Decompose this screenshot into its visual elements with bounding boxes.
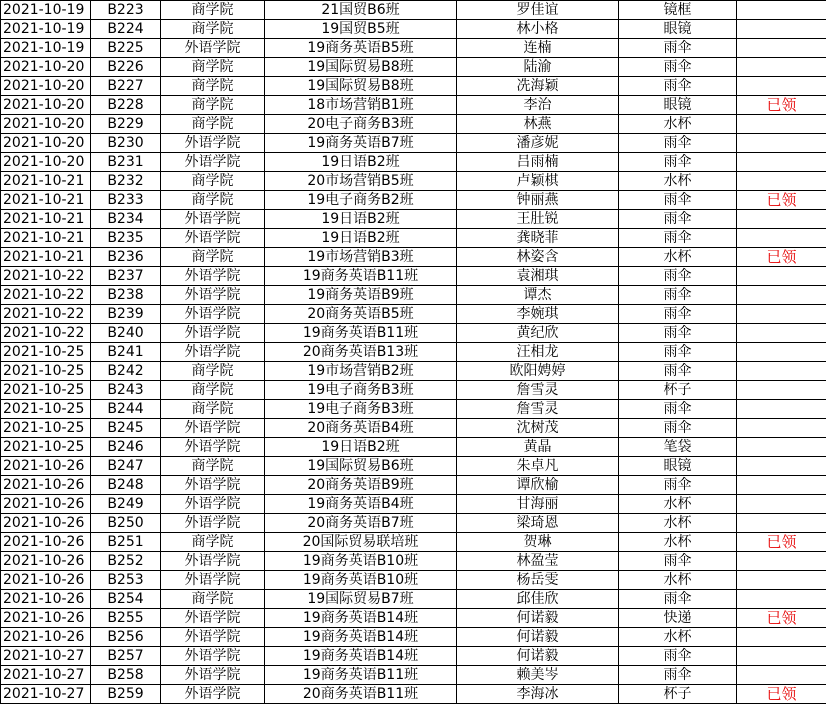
item-cell: 雨伞 <box>619 305 737 324</box>
code-cell: B225 <box>91 39 161 58</box>
class-cell: 19商务英语B10班 <box>265 552 457 571</box>
status-cell <box>737 267 826 286</box>
college-cell: 外语学院 <box>161 495 265 514</box>
name-cell: 黄纪欣 <box>457 324 619 343</box>
code-cell: B235 <box>91 229 161 248</box>
item-cell: 水杯 <box>619 172 737 191</box>
date-cell: 2021-10-20 <box>1 134 91 153</box>
table-row <box>1 267 826 286</box>
status-cell <box>737 400 826 419</box>
class-cell: 19国贸B5班 <box>265 20 457 39</box>
class-cell: 19商务英语B11班 <box>265 666 457 685</box>
code-cell: B224 <box>91 20 161 39</box>
code-cell: B232 <box>91 172 161 191</box>
item-cell: 雨伞 <box>619 590 737 609</box>
class-cell: 20商务英语B7班 <box>265 514 457 533</box>
table-row <box>1 153 826 172</box>
name-cell: 谭欣榆 <box>457 476 619 495</box>
status-cell <box>737 210 826 229</box>
date-cell: 2021-10-26 <box>1 514 91 533</box>
table-row <box>1 115 826 134</box>
item-cell: 雨伞 <box>619 191 737 210</box>
class-cell: 20市场营销B5班 <box>265 172 457 191</box>
name-cell: 李婉琪 <box>457 305 619 324</box>
college-cell: 外语学院 <box>161 514 265 533</box>
code-cell: B242 <box>91 362 161 381</box>
college-cell: 外语学院 <box>161 305 265 324</box>
code-cell: B259 <box>91 685 161 704</box>
date-cell: 2021-10-25 <box>1 400 91 419</box>
date-cell: 2021-10-20 <box>1 153 91 172</box>
college-cell: 外语学院 <box>161 210 265 229</box>
date-cell: 2021-10-20 <box>1 115 91 134</box>
college-cell: 外语学院 <box>161 267 265 286</box>
item-cell: 雨伞 <box>619 39 737 58</box>
item-cell: 眼镜 <box>619 20 737 39</box>
college-cell: 外语学院 <box>161 647 265 666</box>
status-cell <box>737 457 826 476</box>
item-cell: 雨伞 <box>619 400 737 419</box>
class-cell: 20商务英语B4班 <box>265 419 457 438</box>
class-cell: 19国际贸易B7班 <box>265 590 457 609</box>
class-cell: 19日语B2班 <box>265 229 457 248</box>
item-cell: 快递 <box>619 609 737 628</box>
status-cell <box>737 20 826 39</box>
college-cell: 商学院 <box>161 362 265 381</box>
status-cell <box>737 514 826 533</box>
date-cell: 2021-10-25 <box>1 362 91 381</box>
table-row <box>1 1 826 20</box>
table-row <box>1 438 826 457</box>
table-row <box>1 571 826 590</box>
item-cell: 水杯 <box>619 533 737 552</box>
status-cell: 已领 <box>737 685 826 704</box>
status-cell <box>737 419 826 438</box>
date-cell: 2021-10-22 <box>1 286 91 305</box>
status-cell <box>737 552 826 571</box>
table-row <box>1 305 826 324</box>
code-cell: B231 <box>91 153 161 172</box>
table-row <box>1 495 826 514</box>
name-cell: 林盈莹 <box>457 552 619 571</box>
code-cell: B233 <box>91 191 161 210</box>
code-cell: B251 <box>91 533 161 552</box>
date-cell: 2021-10-22 <box>1 324 91 343</box>
date-cell: 2021-10-21 <box>1 172 91 191</box>
table-row <box>1 457 826 476</box>
status-cell: 已领 <box>737 609 826 628</box>
table-row <box>1 552 826 571</box>
item-cell: 雨伞 <box>619 343 737 362</box>
item-cell: 雨伞 <box>619 267 737 286</box>
status-cell <box>737 172 826 191</box>
table-row <box>1 514 826 533</box>
date-cell: 2021-10-26 <box>1 533 91 552</box>
item-cell: 水杯 <box>619 514 737 533</box>
code-cell: B257 <box>91 647 161 666</box>
code-cell: B229 <box>91 115 161 134</box>
table-row <box>1 286 826 305</box>
college-cell: 商学院 <box>161 533 265 552</box>
table-row <box>1 134 826 153</box>
table-row <box>1 77 826 96</box>
class-cell: 19电子商务B3班 <box>265 400 457 419</box>
class-cell: 19商务英语B11班 <box>265 324 457 343</box>
name-cell: 罗佳谊 <box>457 1 619 20</box>
item-cell: 眼镜 <box>619 457 737 476</box>
class-cell: 19市场营销B3班 <box>265 248 457 267</box>
class-cell: 19商务英语B7班 <box>265 134 457 153</box>
class-cell: 19电子商务B3班 <box>265 381 457 400</box>
college-cell: 商学院 <box>161 172 265 191</box>
date-cell: 2021-10-20 <box>1 96 91 115</box>
name-cell: 钟丽燕 <box>457 191 619 210</box>
date-cell: 2021-10-26 <box>1 457 91 476</box>
college-cell: 外语学院 <box>161 419 265 438</box>
name-cell: 卢颖棋 <box>457 172 619 191</box>
status-cell <box>737 77 826 96</box>
college-cell: 商学院 <box>161 20 265 39</box>
date-cell: 2021-10-27 <box>1 685 91 704</box>
name-cell: 陆渝 <box>457 58 619 77</box>
item-cell: 杯子 <box>619 685 737 704</box>
status-cell <box>737 666 826 685</box>
code-cell: B236 <box>91 248 161 267</box>
date-cell: 2021-10-26 <box>1 552 91 571</box>
item-cell: 雨伞 <box>619 286 737 305</box>
college-cell: 商学院 <box>161 1 265 20</box>
college-cell: 外语学院 <box>161 39 265 58</box>
college-cell: 商学院 <box>161 590 265 609</box>
code-cell: B241 <box>91 343 161 362</box>
table-row <box>1 58 826 77</box>
class-cell: 20商务英语B11班 <box>265 685 457 704</box>
item-cell: 雨伞 <box>619 77 737 96</box>
date-cell: 2021-10-25 <box>1 343 91 362</box>
college-cell: 商学院 <box>161 400 265 419</box>
name-cell: 冼海颖 <box>457 77 619 96</box>
item-cell: 雨伞 <box>619 324 737 343</box>
code-cell: B245 <box>91 419 161 438</box>
college-cell: 商学院 <box>161 58 265 77</box>
table-row <box>1 343 826 362</box>
table-row <box>1 533 826 552</box>
date-cell: 2021-10-20 <box>1 58 91 77</box>
table-row <box>1 362 826 381</box>
status-cell <box>737 58 826 77</box>
class-cell: 19国际贸易B8班 <box>265 77 457 96</box>
class-cell: 19日语B2班 <box>265 210 457 229</box>
name-cell: 詹雪灵 <box>457 400 619 419</box>
status-cell: 已领 <box>737 96 826 115</box>
class-cell: 20国际贸易联培班 <box>265 533 457 552</box>
class-cell: 19商务英语B10班 <box>265 571 457 590</box>
name-cell: 沈树茂 <box>457 419 619 438</box>
item-cell: 雨伞 <box>619 419 737 438</box>
name-cell: 詹雪灵 <box>457 381 619 400</box>
table-row <box>1 590 826 609</box>
item-cell: 水杯 <box>619 495 737 514</box>
college-cell: 外语学院 <box>161 628 265 647</box>
item-cell: 雨伞 <box>619 210 737 229</box>
date-cell: 2021-10-26 <box>1 476 91 495</box>
table-row <box>1 609 826 628</box>
item-cell: 雨伞 <box>619 58 737 77</box>
status-cell <box>737 115 826 134</box>
status-cell <box>737 628 826 647</box>
status-cell <box>737 305 826 324</box>
class-cell: 18市场营销B1班 <box>265 96 457 115</box>
code-cell: B230 <box>91 134 161 153</box>
college-cell: 商学院 <box>161 96 265 115</box>
code-cell: B255 <box>91 609 161 628</box>
name-cell: 林燕 <box>457 115 619 134</box>
item-cell: 雨伞 <box>619 647 737 666</box>
table-row <box>1 96 826 115</box>
status-cell <box>737 39 826 58</box>
status-cell <box>737 286 826 305</box>
status-cell <box>737 571 826 590</box>
date-cell: 2021-10-26 <box>1 571 91 590</box>
date-cell: 2021-10-25 <box>1 381 91 400</box>
date-cell: 2021-10-19 <box>1 39 91 58</box>
code-cell: B227 <box>91 77 161 96</box>
item-cell: 杯子 <box>619 381 737 400</box>
class-cell: 20商务英语B9班 <box>265 476 457 495</box>
college-cell: 外语学院 <box>161 229 265 248</box>
code-cell: B248 <box>91 476 161 495</box>
class-cell: 20商务英语B5班 <box>265 305 457 324</box>
college-cell: 外语学院 <box>161 343 265 362</box>
status-cell <box>737 134 826 153</box>
code-cell: B250 <box>91 514 161 533</box>
status-cell <box>737 362 826 381</box>
date-cell: 2021-10-22 <box>1 267 91 286</box>
status-cell <box>737 647 826 666</box>
item-cell: 水杯 <box>619 571 737 590</box>
college-cell: 外语学院 <box>161 571 265 590</box>
class-cell: 19日语B2班 <box>265 153 457 172</box>
status-cell <box>737 381 826 400</box>
class-cell: 19商务英语B11班 <box>265 267 457 286</box>
date-cell: 2021-10-22 <box>1 305 91 324</box>
code-cell: B226 <box>91 58 161 77</box>
status-cell <box>737 476 826 495</box>
table-row <box>1 172 826 191</box>
code-cell: B249 <box>91 495 161 514</box>
date-cell: 2021-10-26 <box>1 628 91 647</box>
college-cell: 商学院 <box>161 248 265 267</box>
name-cell: 谭杰 <box>457 286 619 305</box>
class-cell: 20电子商务B3班 <box>265 115 457 134</box>
college-cell: 商学院 <box>161 115 265 134</box>
date-cell: 2021-10-27 <box>1 666 91 685</box>
name-cell: 林姿含 <box>457 248 619 267</box>
college-cell: 外语学院 <box>161 438 265 457</box>
college-cell: 外语学院 <box>161 552 265 571</box>
name-cell: 龚晓菲 <box>457 229 619 248</box>
status-cell: 已领 <box>737 533 826 552</box>
code-cell: B240 <box>91 324 161 343</box>
item-cell: 雨伞 <box>619 229 737 248</box>
table-row <box>1 419 826 438</box>
code-cell: B237 <box>91 267 161 286</box>
name-cell: 汪相龙 <box>457 343 619 362</box>
date-cell: 2021-10-21 <box>1 210 91 229</box>
name-cell: 王肚锐 <box>457 210 619 229</box>
table-row <box>1 647 826 666</box>
code-cell: B253 <box>91 571 161 590</box>
status-cell <box>737 438 826 457</box>
table-body <box>1 1 826 704</box>
item-cell: 雨伞 <box>619 134 737 153</box>
class-cell: 19商务英语B5班 <box>265 39 457 58</box>
class-cell: 19日语B2班 <box>265 438 457 457</box>
name-cell: 甘海丽 <box>457 495 619 514</box>
date-cell: 2021-10-26 <box>1 609 91 628</box>
name-cell: 梁琦恩 <box>457 514 619 533</box>
class-cell: 21国贸B6班 <box>265 1 457 20</box>
table-row <box>1 324 826 343</box>
status-cell <box>737 1 826 20</box>
college-cell: 外语学院 <box>161 476 265 495</box>
college-cell: 外语学院 <box>161 685 265 704</box>
college-cell: 商学院 <box>161 457 265 476</box>
code-cell: B256 <box>91 628 161 647</box>
date-cell: 2021-10-21 <box>1 248 91 267</box>
date-cell: 2021-10-26 <box>1 590 91 609</box>
college-cell: 外语学院 <box>161 286 265 305</box>
date-cell: 2021-10-19 <box>1 1 91 20</box>
class-cell: 19商务英语B4班 <box>265 495 457 514</box>
table-row <box>1 381 826 400</box>
code-cell: B223 <box>91 1 161 20</box>
table-row <box>1 191 826 210</box>
table-row <box>1 400 826 419</box>
name-cell: 林小格 <box>457 20 619 39</box>
name-cell: 连楠 <box>457 39 619 58</box>
code-cell: B252 <box>91 552 161 571</box>
name-cell: 袁湘琪 <box>457 267 619 286</box>
class-cell: 19市场营销B2班 <box>265 362 457 381</box>
table-row <box>1 476 826 495</box>
name-cell: 邱佳欣 <box>457 590 619 609</box>
code-cell: B258 <box>91 666 161 685</box>
status-cell <box>737 153 826 172</box>
class-cell: 19商务英语B14班 <box>265 628 457 647</box>
date-cell: 2021-10-21 <box>1 191 91 210</box>
date-cell: 2021-10-26 <box>1 495 91 514</box>
college-cell: 商学院 <box>161 191 265 210</box>
item-cell: 雨伞 <box>619 153 737 172</box>
table-row <box>1 210 826 229</box>
name-cell: 黄晶 <box>457 438 619 457</box>
class-cell: 19商务英语B9班 <box>265 286 457 305</box>
table-row <box>1 229 826 248</box>
item-cell: 眼镜 <box>619 96 737 115</box>
date-cell: 2021-10-25 <box>1 438 91 457</box>
class-cell: 19商务英语B14班 <box>265 609 457 628</box>
table-row <box>1 628 826 647</box>
code-cell: B234 <box>91 210 161 229</box>
class-cell: 19电子商务B2班 <box>265 191 457 210</box>
college-cell: 外语学院 <box>161 134 265 153</box>
item-cell: 雨伞 <box>619 362 737 381</box>
date-cell: 2021-10-25 <box>1 419 91 438</box>
name-cell: 潘彦妮 <box>457 134 619 153</box>
item-cell: 水杯 <box>619 628 737 647</box>
name-cell: 李海冰 <box>457 685 619 704</box>
class-cell: 20商务英语B13班 <box>265 343 457 362</box>
item-cell: 水杯 <box>619 115 737 134</box>
code-cell: B243 <box>91 381 161 400</box>
name-cell: 朱卓凡 <box>457 457 619 476</box>
item-cell: 雨伞 <box>619 476 737 495</box>
name-cell: 何诺毅 <box>457 609 619 628</box>
table-row <box>1 248 826 267</box>
table-row <box>1 685 826 704</box>
code-cell: B254 <box>91 590 161 609</box>
class-cell: 19国际贸易B6班 <box>265 457 457 476</box>
code-cell: B247 <box>91 457 161 476</box>
table-row <box>1 666 826 685</box>
name-cell: 贺琳 <box>457 533 619 552</box>
name-cell: 杨岳雯 <box>457 571 619 590</box>
code-cell: B246 <box>91 438 161 457</box>
college-cell: 商学院 <box>161 77 265 96</box>
status-cell <box>737 324 826 343</box>
name-cell: 李治 <box>457 96 619 115</box>
college-cell: 商学院 <box>161 381 265 400</box>
name-cell: 吕雨楠 <box>457 153 619 172</box>
item-cell: 水杯 <box>619 248 737 267</box>
date-cell: 2021-10-21 <box>1 229 91 248</box>
college-cell: 外语学院 <box>161 153 265 172</box>
status-cell <box>737 590 826 609</box>
status-cell: 已领 <box>737 191 826 210</box>
code-cell: B244 <box>91 400 161 419</box>
code-cell: B239 <box>91 305 161 324</box>
date-cell: 2021-10-20 <box>1 77 91 96</box>
date-cell: 2021-10-27 <box>1 647 91 666</box>
item-cell: 雨伞 <box>619 666 737 685</box>
date-cell: 2021-10-19 <box>1 20 91 39</box>
status-cell <box>737 495 826 514</box>
item-cell: 笔袋 <box>619 438 737 457</box>
name-cell: 赖美岑 <box>457 666 619 685</box>
status-cell <box>737 343 826 362</box>
status-cell: 已领 <box>737 248 826 267</box>
college-cell: 外语学院 <box>161 609 265 628</box>
name-cell: 何诺毅 <box>457 628 619 647</box>
table-row <box>1 39 826 58</box>
name-cell: 欧阳娉婷 <box>457 362 619 381</box>
class-cell: 19商务英语B14班 <box>265 647 457 666</box>
name-cell: 何诺毅 <box>457 647 619 666</box>
table-row <box>1 20 826 39</box>
college-cell: 外语学院 <box>161 324 265 343</box>
class-cell: 19国际贸易B8班 <box>265 58 457 77</box>
item-cell: 雨伞 <box>619 552 737 571</box>
code-cell: B238 <box>91 286 161 305</box>
code-cell: B228 <box>91 96 161 115</box>
status-cell <box>737 229 826 248</box>
item-cell: 镜框 <box>619 1 737 20</box>
college-cell: 外语学院 <box>161 666 265 685</box>
